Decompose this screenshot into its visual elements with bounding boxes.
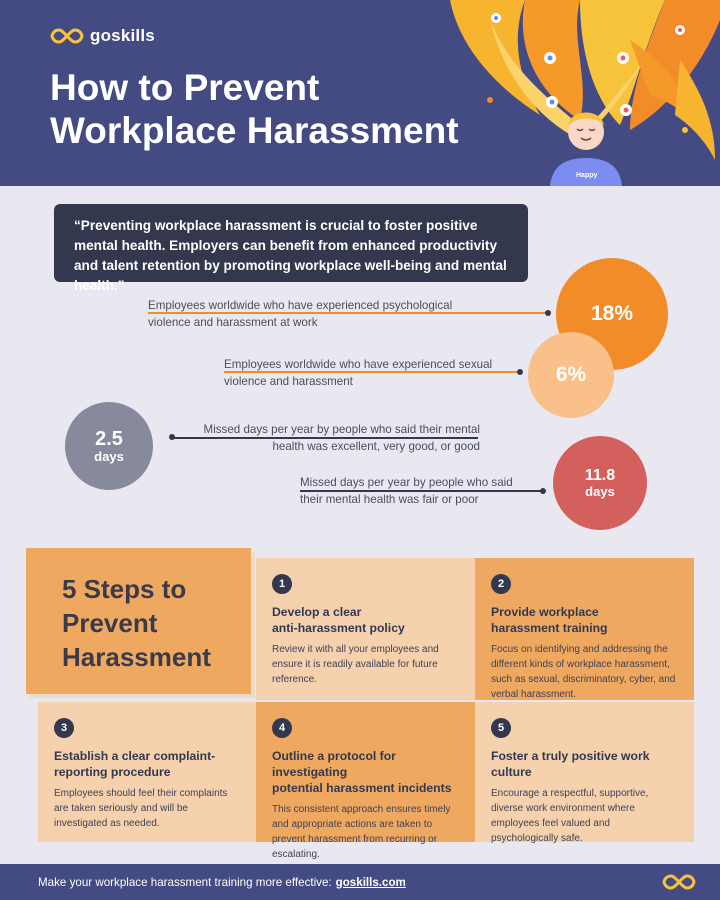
- step-title: [272, 604, 459, 636]
- steps-heading-line: Prevent: [62, 608, 158, 638]
- step-title-line: Outline a protocol for investigating: [272, 749, 396, 779]
- step-card-1: [256, 558, 475, 700]
- quote-box: “Preventing workplace harassment is crucial to foster positive mental health. Employers can benefit from enhanced productivity and talent retention by promoting workplace well-being and mental health.”: [54, 204, 528, 282]
- step-number-badge: 5: [491, 718, 511, 738]
- stat-text-line: health was excellent, very good, or good: [272, 440, 480, 453]
- happy-badge: Happy: [576, 172, 598, 179]
- happy-person-illustration: [430, 0, 720, 186]
- step-title: [272, 748, 459, 796]
- step-description: This consistent approach ensures timely and appropriate actions are taken to prevent harassment from recurring or escalating.: [272, 804, 451, 860]
- step-description: Focus on identifying and addressing the different kinds of workplace harassment, such as sexual, discriminatory, cyber, and verbal harassment.: [491, 644, 676, 700]
- step-title-line: reporting procedure: [54, 765, 171, 779]
- stat-unit: days: [94, 448, 124, 464]
- stat-text-line: Missed days per year by people who said: [300, 476, 513, 489]
- brand-name: goskills: [90, 26, 155, 45]
- step-card-5: [475, 702, 694, 842]
- step-description: Encourage a respectful, supportive, diverse work environment where employees feel valued and psychologically safe.: [491, 788, 649, 844]
- step-title-line: potential harassment incidents: [272, 781, 452, 795]
- step-card-2: [475, 558, 694, 700]
- stat-text-line: Employees worldwide who have experienced psychological: [148, 299, 453, 312]
- stat-circle-11-8-days: [553, 436, 647, 530]
- stat-connector-dot: [517, 369, 523, 375]
- stat-value: 11.8: [584, 467, 616, 484]
- stat-circle-2-5-days: [65, 402, 153, 490]
- brand-logo[interactable]: [50, 26, 155, 46]
- footer-link[interactable]: goskills.com: [335, 875, 406, 889]
- stat-connector-line: [224, 371, 520, 373]
- step-number-badge: 3: [54, 718, 74, 738]
- footer-bar: [0, 864, 720, 900]
- stat-unit: days: [585, 484, 615, 499]
- step-title-line: Provide workplace: [491, 605, 599, 619]
- step-title-line: anti-harassment policy: [272, 621, 405, 635]
- page-title-line2: Workplace Harassment: [50, 110, 459, 151]
- step-title-line: culture: [491, 765, 532, 779]
- stat-text-line: their mental health was fair or poor: [300, 493, 479, 506]
- stat-text-psych-violence: [148, 297, 478, 331]
- stat-value: 18%: [590, 302, 634, 325]
- step-title-line: harassment training: [491, 621, 608, 635]
- stat-connector-line: [148, 312, 548, 314]
- step-description: Employees should feel their complaints are taken seriously and will be investigated as needed.: [54, 788, 228, 829]
- step-number-badge: 4: [272, 718, 292, 738]
- steps-heading-box: [26, 548, 251, 694]
- step-card-3: [38, 702, 256, 842]
- step-title: [491, 748, 678, 780]
- step-title: [491, 604, 678, 636]
- steps-heading-line: 5 Steps to: [62, 574, 187, 604]
- stat-text-days-good-health: [178, 421, 480, 455]
- header-banner: [0, 0, 720, 186]
- infinity-logo-icon: [662, 873, 696, 891]
- step-title-line: Foster a truly positive work: [491, 749, 650, 763]
- stat-value: 6%: [555, 363, 587, 386]
- stat-value: 2.5: [95, 427, 123, 450]
- stat-text-line: violence and harassment at work: [148, 316, 318, 329]
- step-title-line: Develop a clear: [272, 605, 362, 619]
- steps-heading: [62, 572, 251, 674]
- step-description: Review it with all your employees and ensure it is readily available for future reference.: [272, 644, 439, 685]
- stat-text-line: violence and harassment: [224, 375, 353, 388]
- step-number-badge: 1: [272, 574, 292, 594]
- step-number-badge: 2: [491, 574, 511, 594]
- stat-connector-dot: [540, 488, 546, 494]
- stat-text-line: Missed days per year by people who said their mental: [203, 423, 480, 436]
- step-title: [54, 748, 240, 780]
- step-card-4: [256, 702, 475, 860]
- stat-circle-6: [528, 332, 614, 418]
- stat-text-sexual-violence: [224, 356, 524, 390]
- footer-text: Make your workplace harassment training more effective:: [38, 875, 332, 889]
- stat-text-line: Employees worldwide who have experienced sexual: [224, 358, 493, 371]
- stat-connector-dot: [545, 310, 551, 316]
- page-title-line1: How to Prevent: [50, 67, 320, 108]
- step-title-line: Establish a clear complaint-: [54, 749, 216, 763]
- stat-connector-line: [300, 490, 542, 492]
- infinity-logo-icon: [50, 27, 84, 45]
- steps-heading-line: Harassment: [62, 642, 211, 672]
